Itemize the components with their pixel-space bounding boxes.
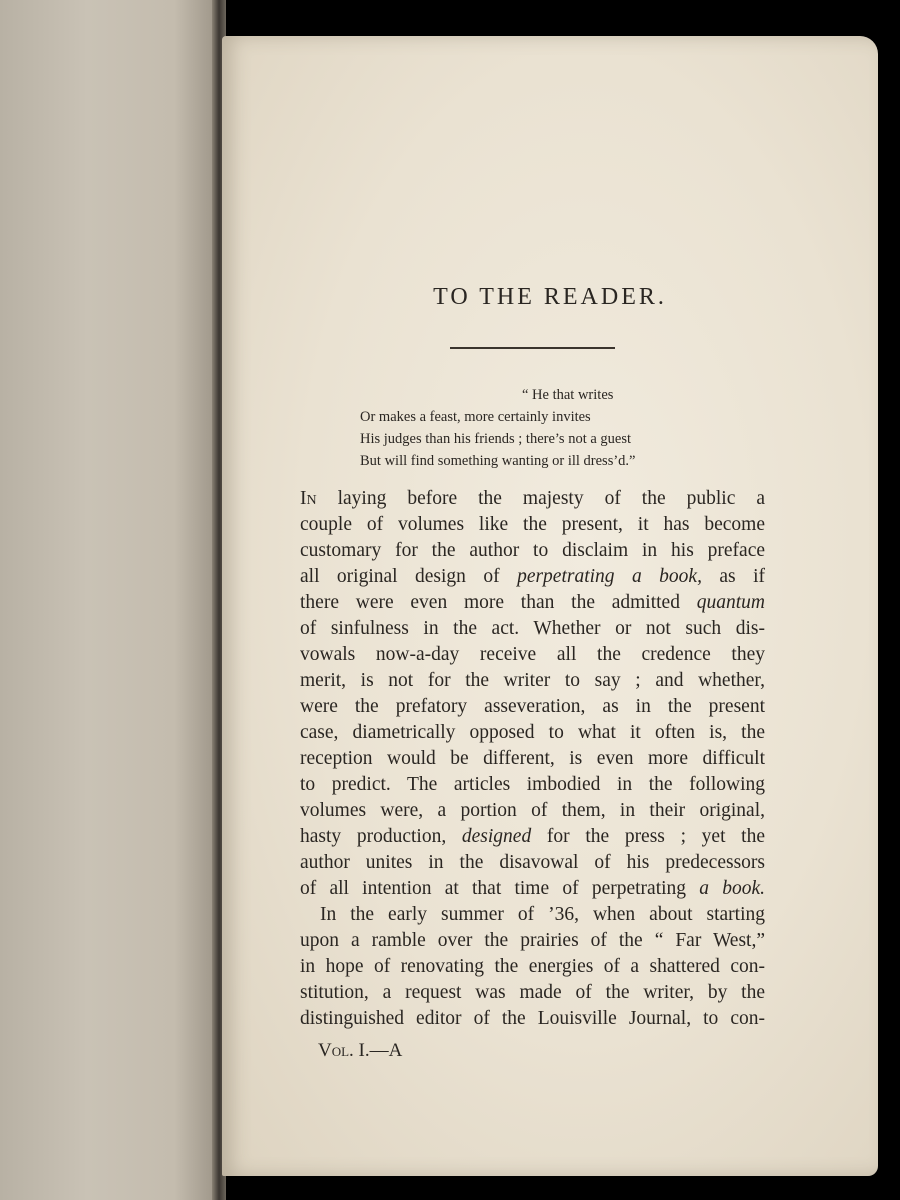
epigraph-line: His judges than his friends ; there’s not a guest [360, 431, 632, 447]
body-text [300, 486, 765, 1032]
body-line: of sinfulness in the act. Whether or not such dis- [300, 618, 765, 639]
body-line: author unites in the disavowal of his predecessors [300, 852, 765, 873]
body-line: In the early summer of ’36, when about starting [320, 904, 765, 925]
signature-mark: Vol. I.—A [318, 1040, 403, 1061]
body-line: upon a ramble over the prairies of the “ Far West,” [300, 930, 765, 951]
body-line: customary for the author to disclaim in his preface [300, 540, 765, 561]
body-line: vowals now-a-day receive all the credence they [300, 644, 765, 665]
body-line: reception would be different, is even more difficult [300, 748, 765, 769]
body-line: volumes were, a portion of them, in their original, [300, 800, 765, 821]
body-line: hasty production, designed for the press ; yet the [300, 826, 765, 847]
left-page [0, 0, 218, 1200]
body-line: all original design of perpetrating a book, as if [300, 566, 765, 587]
body-line: of all intention at that time of perpetrating a book. [300, 878, 766, 899]
epigraph [360, 384, 760, 472]
body-line: there were even more than the admitted quantum [300, 592, 765, 613]
epigraph-line: But will find something wanting or ill dress’d.” [360, 453, 636, 469]
body-line: distinguished editor of the Louisville Journal, to con- [300, 1008, 765, 1029]
body-line: in hope of renovating the energies of a shattered con- [300, 956, 765, 977]
body-line: to predict. The articles imbodied in the following [300, 774, 765, 795]
body-line: case, diametrically opposed to what it often is, the [300, 722, 765, 743]
drop-word: In [300, 488, 317, 509]
title-rule [450, 347, 615, 349]
body-line: were the prefatory asseveration, as in the present [300, 696, 765, 717]
body-line: stitution, a request was made of the writer, by the [300, 982, 765, 1003]
body-line: In laying before the majesty of the public a [300, 488, 765, 509]
body-line: merit, is not for the writer to say ; and whether, [300, 670, 765, 691]
epigraph-line: “ He that writes [522, 387, 614, 403]
body-line: couple of volumes like the present, it has become [300, 514, 765, 535]
page-title: TO THE READER. [433, 284, 667, 310]
epigraph-line: Or makes a feast, more certainly invites [360, 409, 591, 425]
